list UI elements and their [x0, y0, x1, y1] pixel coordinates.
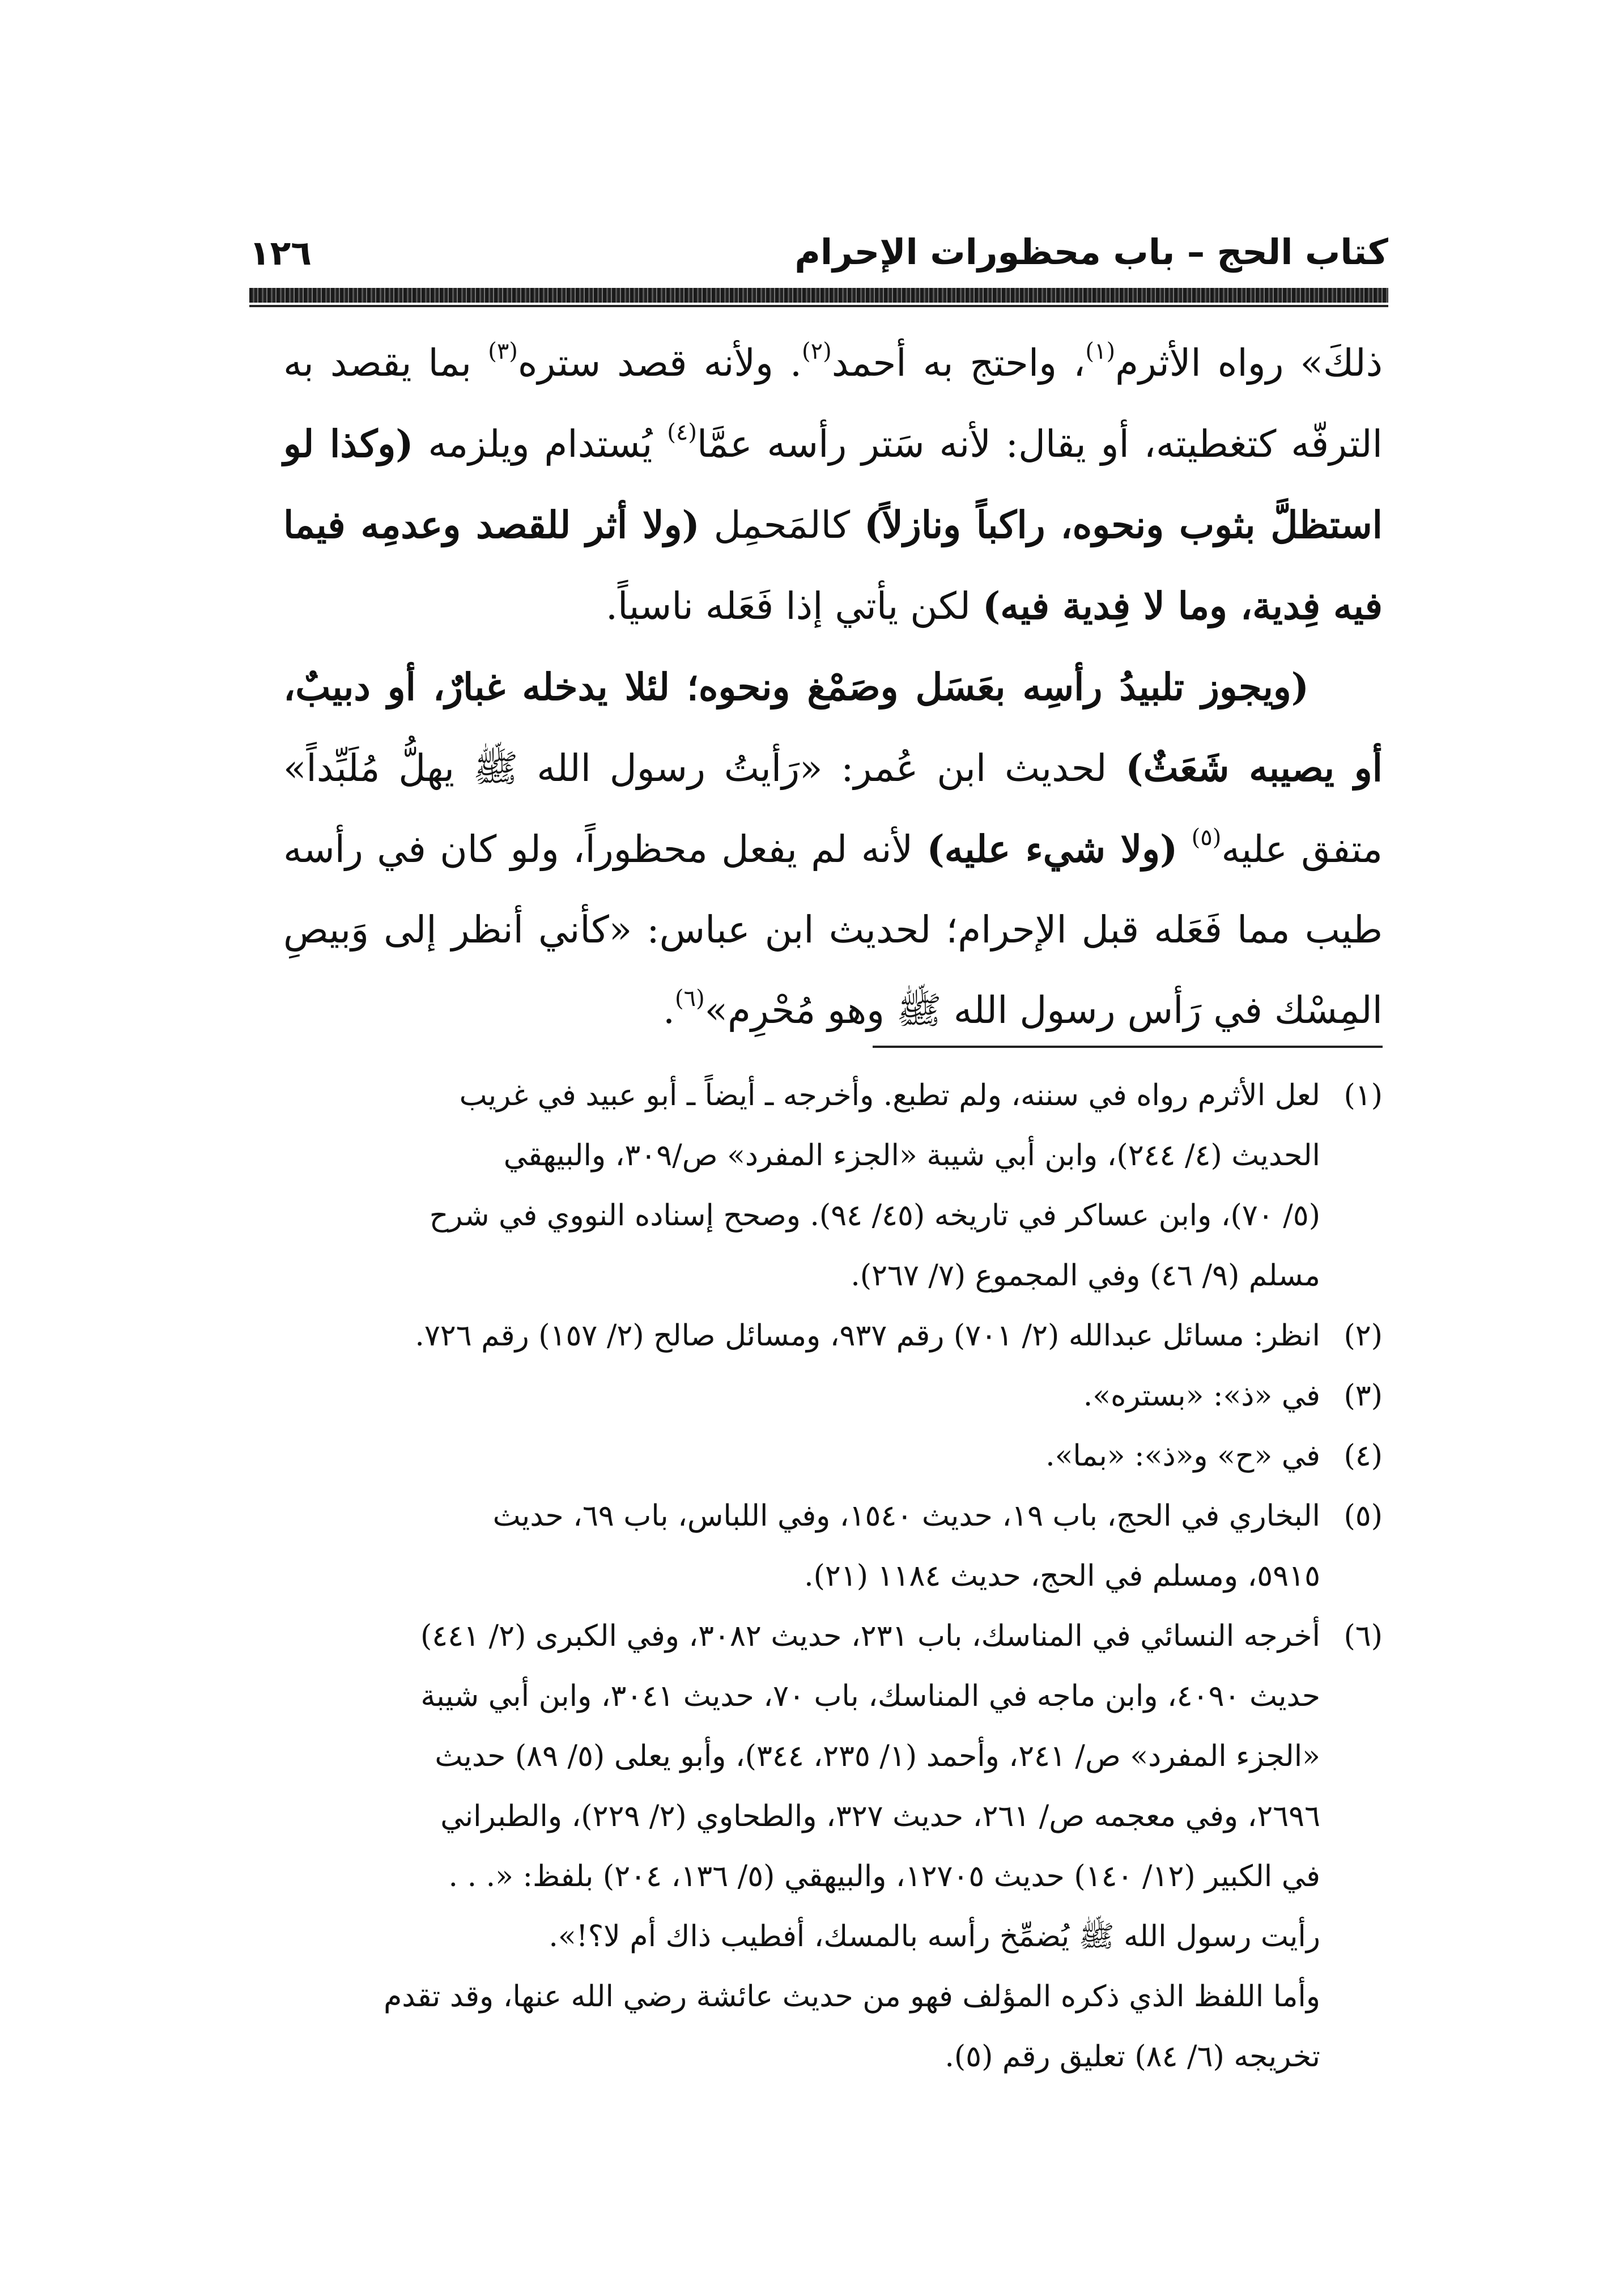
footnote-2 — [283, 1306, 1383, 1366]
footnote-text: لعل الأثرم رواه في سننه، ولم تطبع. وأخرجه ـ أيضاً ـ أبو عبيد في غريب الحديث (٤/ ٢٤٤)، وابن أبي شيبة «الجزء المفرد» ص/٣٠٩، والبيهقي (٥/ ٧٠)، وابن عساكر في تاريخه (٤٥/ ٩٤). وصحح إسناده النووي في شرح مسلم (٩/ ٤٦) وفي المجموع (٧/ ٢٦٧). — [429, 1078, 1320, 1293]
matn-text: (وكذا لو استظلَّ بثوب ونحوه، راكباً ونازلاً) — [283, 422, 1383, 547]
footnote-text: انظر: مسائل عبدالله (٢/ ٧٠١) رقم ٩٣٧، ومسائل صالح (٢/ ١٥٧) رقم ٧٢٦. — [415, 1319, 1320, 1353]
footnote-number: (٢) — [1344, 1319, 1383, 1353]
footnote-ref-1[interactable]: (١) — [1085, 338, 1116, 364]
footnote-text: البخاري في الحج، باب ١٩، حديث ١٥٤٠، وفي اللباس، باب ٦٩، حديث ٥٩١٥، ومسلم في الحج، حديث ١١٨٤ (٢١). — [492, 1499, 1320, 1593]
footnote-number: (٥) — [1344, 1499, 1383, 1533]
main-text — [283, 323, 1383, 1051]
footnote-4 — [283, 1426, 1383, 1486]
header-rule — [249, 288, 1388, 303]
footnote-text: في «ذ»: «بستره». — [1083, 1379, 1320, 1413]
footnote-number: (٣) — [1344, 1379, 1383, 1413]
footnote-number: (٦) — [1344, 1619, 1383, 1653]
footnote-ref-5[interactable]: (٥) — [1191, 825, 1222, 851]
footnote-ref-3[interactable]: (٣) — [488, 338, 518, 364]
matn-text: (ولا شيء عليه) — [926, 827, 1178, 871]
footnote-3 — [283, 1366, 1383, 1426]
footnote-ref-2[interactable]: (٢) — [801, 338, 832, 364]
paragraph-1: ذلكَ» رواه الأثرم$^{(١)}$، واحتج به أحمد$^{(٢)}$. ولأنه قصد ستره$^{(٣)}$ بما يقصد به الترفّه كتغطيته، أو يقال: لأنه سَتر رأسه عمَّا$^{(٤)}$ يُستدام ويلزمه (وكذا لو استظلَّ بثوب ونحوه، راكباً ونازلاً) كالمَحمِل (ولا أثر للقصد وعدمِه فيما فيه فِدية، وما لا فِدية فيه) لكن يأتي إذا فَعَله ناسياً. — [283, 338, 1383, 628]
matn-text: (ولا أثر للقصد وعدمِه فيما فيه فِدية، وما لا فِدية فيه) — [283, 503, 1383, 628]
header-title: كتاب الحج – باب محظورات الإحرام — [794, 231, 1388, 273]
footnote-text: أخرجه النسائي في المناسك، باب ٢٣١، حديث ٣٠٨٢، وفي الكبرى (٢/ ٤٤١) حديث ٤٠٩٠، وابن ماجه في المناسك، باب ٧٠، حديث ٣٠٤١، وابن أبي شيبة «الجزء المفرد» ص/ ٢٤١، وأحمد (١/ ٢٣٥، ٣٤٤)، وأبو يعلى (٥/ ٨٩) حديث ٢٦٩٦، وفي معجمه ص/ ٢٦١، حديث ٣٢٧، والطحاوي (٢/ ٢٢٩)، والطبراني في الكبير (١٢/ ١٤٠) حديث ١٢٧٠٥، والبيهقي (٥/ ١٣٦، ٢٠٤) بلفظ: «. . . رأيت رسول الله ﷺ يُضمِّخ رأسه بالمسك، أفطيب ذاك أم لا؟!». وأما اللفظ الذي ذكره المؤلف فهو من حديث عائشة رضي الله عنها، وقد تقدم تخريجه (٦/ ٨٤) تعليق رقم (٥). — [384, 1619, 1320, 2074]
footnote-divider — [873, 1046, 1383, 1048]
header-rule-thin — [249, 305, 1388, 307]
footnote-text: في «ح» و«ذ»: «بما». — [1045, 1439, 1320, 1473]
footnote-number: (٤) — [1344, 1439, 1383, 1473]
matn-text: (ويجوز تلبيدُ رأسِه بعَسَل وصَمْغ ونحوه؛ لئلا يدخله غبارٌ، أو دبيبٌ، أو يصيبه شَعَثٌ) — [283, 665, 1383, 790]
footnote-number: (١) — [1344, 1078, 1383, 1112]
footnote-ref-6[interactable]: (٦) — [674, 986, 705, 1012]
footnote-ref-4[interactable]: (٤) — [667, 419, 697, 445]
footnotes — [283, 1065, 1383, 2087]
paragraph-2: (ويجوز تلبيدُ رأسِه بعَسَل وصَمْغ ونحوه؛ لئلا يدخله غبارٌ، أو دبيبٌ، أو يصيبه شَعَثٌ) لحديث ابن عُمر: «رَأيتُ رسول الله ﷺ يهلُّ مُلَبِّداً» متفق عليه$^{(٥)}$ (ولا شيء عليه) لأنه لم يفعل محظوراً، ولو كان في رأسه طيب مما فَعَله قبل الإحرام؛ لحديث ابن عباس: «كأني أنظر إلى وَبيصِ المِسْك في رَأس رسول الله ﷺ وهو مُحْرِم»$^{(٦)}$. — [283, 665, 1383, 1032]
footnote-6 — [283, 1606, 1383, 2087]
footnote-1 — [283, 1065, 1383, 1306]
page-number: ١٢٦ — [249, 233, 312, 273]
running-header — [249, 226, 1388, 288]
footnote-5 — [283, 1486, 1383, 1606]
